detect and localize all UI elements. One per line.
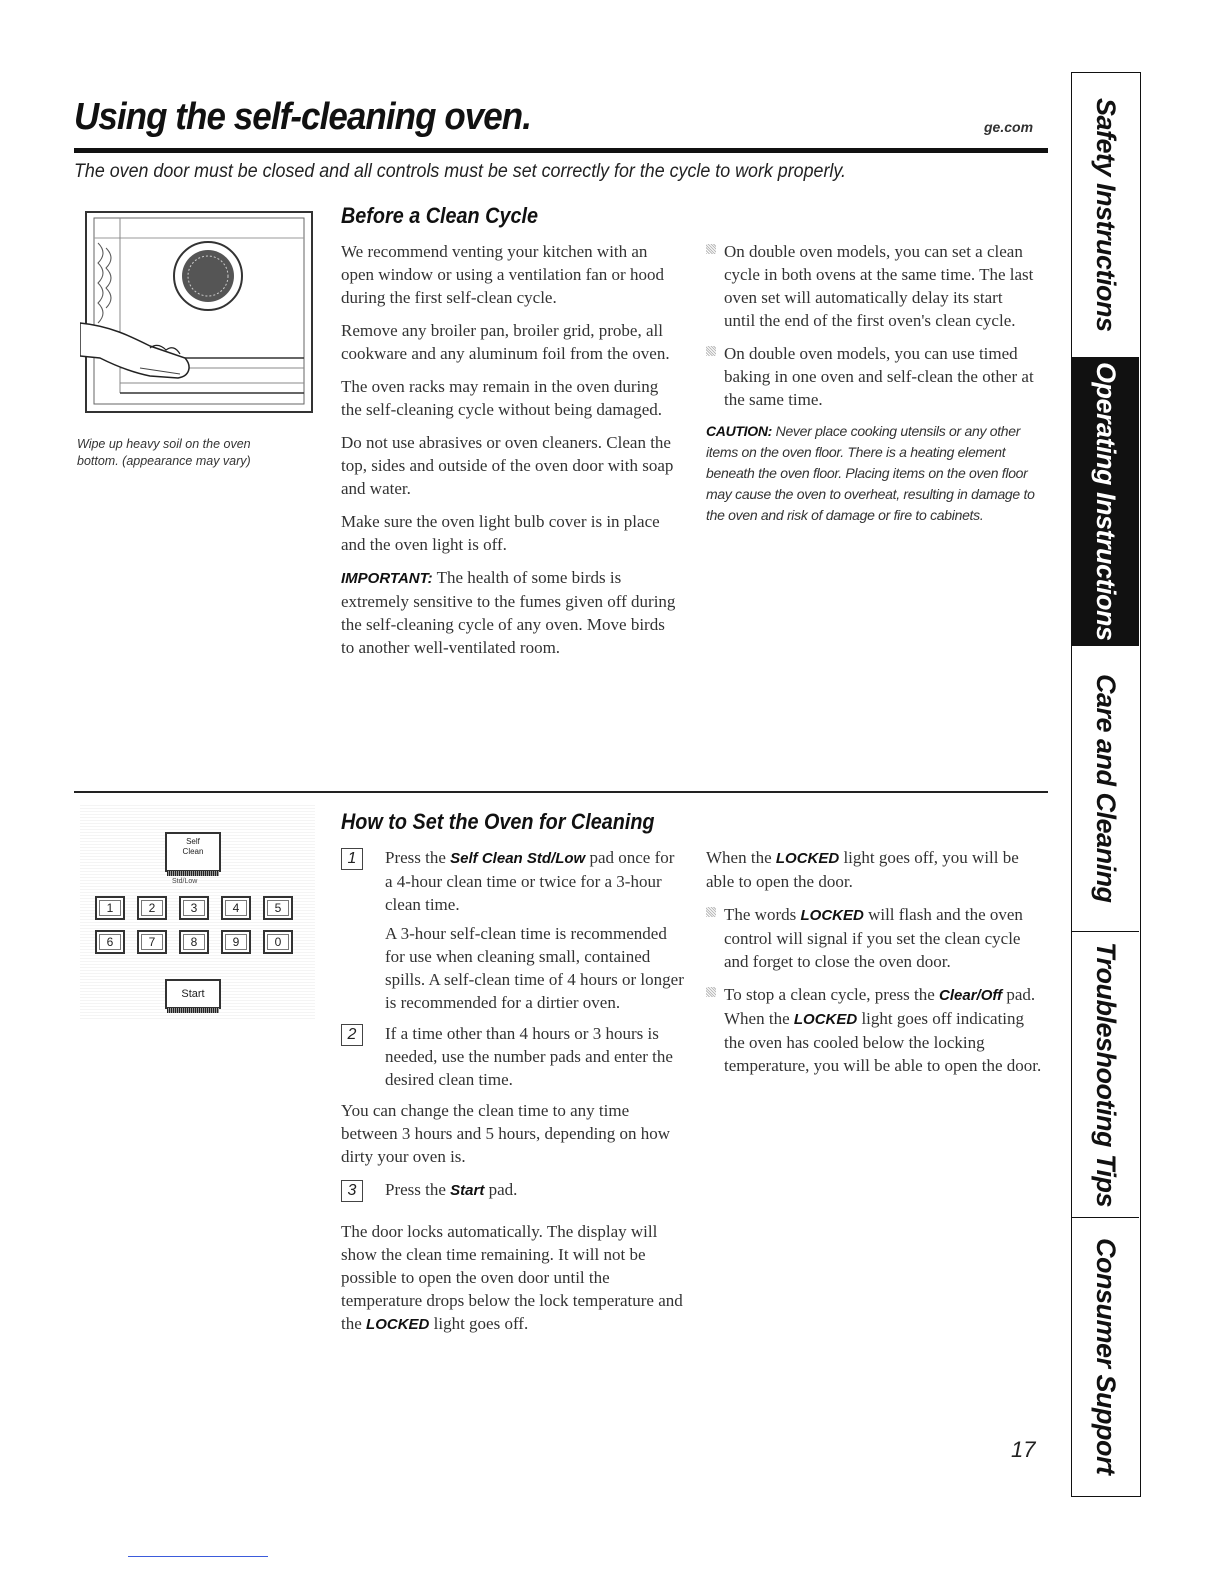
tab-safety-instructions[interactable] [1072, 73, 1139, 358]
list-item [706, 240, 1036, 332]
step-3 [341, 1178, 686, 1202]
before-paragraph: We recommend venting your kitchen with an open window or using a ventilation fan or hood during the first self-clean cycle. [341, 242, 664, 307]
oven-caption: Wipe up heavy soil on the oven bottom. (appearance may vary) [77, 437, 251, 468]
number-key: 4 [221, 896, 251, 920]
before-paragraph: Make sure the oven light bulb cover is in place and the oven light is off. [341, 512, 660, 554]
tab-label: Care and Cleaning [1091, 674, 1121, 903]
title-rule [74, 148, 1048, 153]
start-key [165, 979, 221, 1009]
tab-label: Troubleshooting Tips [1091, 942, 1121, 1207]
step-text: pad. [488, 1180, 518, 1199]
tab-label: Consumer Support [1091, 1238, 1121, 1475]
key-indicator [167, 1008, 219, 1013]
tab-consumer-support[interactable] [1072, 1218, 1139, 1495]
door-lock-paragraph [341, 1220, 686, 1336]
section-tabs [1071, 72, 1141, 1497]
key-label: Clean [182, 847, 204, 856]
self-clean-key [165, 832, 221, 872]
pad-name: Start [450, 1182, 485, 1199]
list-item [706, 342, 1036, 411]
before-paragraph: Remove any broiler pan, broiler grid, probe, all cookware and any aluminum foil from the oven. [341, 321, 670, 363]
bullet-icon [706, 987, 716, 997]
bullet-text: The words [724, 905, 797, 924]
locked-label: LOCKED [800, 907, 864, 924]
step-number: 2 [341, 1024, 363, 1046]
important-label: IMPORTANT: [341, 570, 433, 587]
before-paragraph: The oven racks may remain in the oven during the self-cleaning cycle without being damaged. [341, 377, 662, 419]
step-1 [341, 846, 686, 1014]
step-text: Press the [385, 1180, 446, 1199]
number-key: 6 [95, 930, 125, 954]
number-key: 7 [137, 930, 167, 954]
list-item [706, 903, 1044, 973]
key-label: Start [181, 988, 205, 1000]
tab-operating-instructions[interactable] [1072, 358, 1139, 646]
before-right-column [706, 240, 1036, 526]
bullet-text: To stop a clean cycle, press the [724, 985, 935, 1004]
page-number: 17 [1011, 1437, 1036, 1462]
list-item [706, 983, 1044, 1077]
tab-care-and-cleaning[interactable] [1072, 646, 1139, 932]
before-left-column [341, 240, 681, 669]
number-key: 2 [137, 896, 167, 920]
paragraph-text: light goes off. [433, 1314, 529, 1333]
paragraph-text: When the [706, 848, 772, 867]
paragraph-text: light goes off, you will be able to open the door. [706, 848, 1019, 891]
bullet-text: light goes off indicating the oven has cooled below the locking temperature, you will be able to open the door. [724, 1009, 1042, 1075]
number-key: 8 [179, 930, 209, 954]
pad-name: Clear/Off [939, 987, 1003, 1004]
how-right-column [706, 846, 1044, 1087]
number-key: 1 [95, 896, 125, 920]
locked-label: LOCKED [793, 1011, 858, 1028]
page-title: Using the self-cleaning oven. [74, 96, 532, 138]
locked-off-paragraph [706, 846, 1044, 893]
how-left-column [341, 846, 686, 1346]
page-subtitle: The oven door must be closed and all controls must be set correctly for the cycle to work properly. [74, 161, 846, 182]
step-number: 1 [341, 848, 363, 870]
step-text: If a time other than 4 hours or 3 hours is needed, use the number pads and enter the desired clean time. [385, 1024, 673, 1089]
bullet-text: On double oven models, you can use timed baking in one oven and self-clean the other at the same time. [724, 344, 1034, 409]
tab-label: Safety Instructions [1091, 98, 1121, 332]
locked-label: LOCKED [775, 850, 840, 867]
step-note: A 3-hour self-clean time is recommended for use when cleaning small, contained spills. A self-clean time of 4 hours or longer is recommended for a dirtier oven. [385, 924, 684, 1012]
important-note [341, 566, 681, 659]
important-text: The health of some birds is extremely sensitive to the fumes given off during the self-cleaning cycle of any oven. Move birds to another well-ventilated room. [341, 568, 676, 657]
oven-wipe-illustration [80, 208, 315, 418]
bullet-text: On double oven models, you can set a clean cycle in both ovens at the same time. The last oven set will automatically delay its start until the end of the first oven's clean cycle. [724, 242, 1034, 330]
change-time-paragraph: You can change the clean time to any time between 3 hours and 5 hours, depending on how dirty your oven is. [341, 1101, 671, 1166]
bullet-text: will flash and the oven control will signal if you set the clean cycle and forget to close the oven door. [724, 905, 1023, 971]
footer-line [128, 1556, 268, 1557]
bullet-icon [706, 346, 716, 356]
locked-label: LOCKED [366, 1316, 430, 1333]
bullet-icon [706, 907, 716, 917]
caution-note [706, 421, 1036, 526]
step-text: pad once for a 4-hour clean time or twice for a 3-hour clean time. [385, 848, 675, 914]
keypad-illustration [80, 804, 315, 1019]
number-key: 0 [263, 930, 293, 954]
tab-label: Operating Instructions [1091, 362, 1121, 641]
site-link[interactable]: ge.com [984, 119, 1034, 135]
step-text: Press the [385, 848, 446, 867]
section-divider [74, 791, 1048, 793]
bullet-text: pad. When the [724, 985, 1036, 1028]
number-key: 3 [179, 896, 209, 920]
section-heading-before: Before a Clean Cycle [341, 203, 538, 228]
key-label: Self [186, 837, 200, 846]
number-key: 9 [221, 930, 251, 954]
section-heading-how: How to Set the Oven for Cleaning [341, 809, 655, 834]
before-paragraph: Do not use abrasives or oven cleaners. Clean the top, sides and outside of the oven door with soap and water. [341, 433, 674, 498]
caution-text: Never place cooking utensils or any other items on the oven floor. There is a heating element beneath the oven floor. Placing items on the oven floor may cause the oven to overheat, resulting in damage to the oven and risk of damage or fire to cabinets. [706, 423, 1035, 523]
number-key: 5 [263, 896, 293, 920]
pad-name: Self Clean Std/Low [450, 850, 586, 867]
bullet-icon [706, 244, 716, 254]
key-indicator [167, 871, 219, 876]
caution-label: CAUTION: [706, 423, 773, 439]
step-number: 3 [341, 1180, 363, 1202]
key-sublabel: Std/Low [172, 878, 198, 885]
paragraph-text: The door locks automatically. The display will show the clean time remaining. It will not be possible to open the oven door until the temperature drops below the lock temperature and the [341, 1222, 683, 1333]
tab-troubleshooting-tips[interactable] [1072, 932, 1139, 1218]
step-2 [341, 1022, 686, 1091]
